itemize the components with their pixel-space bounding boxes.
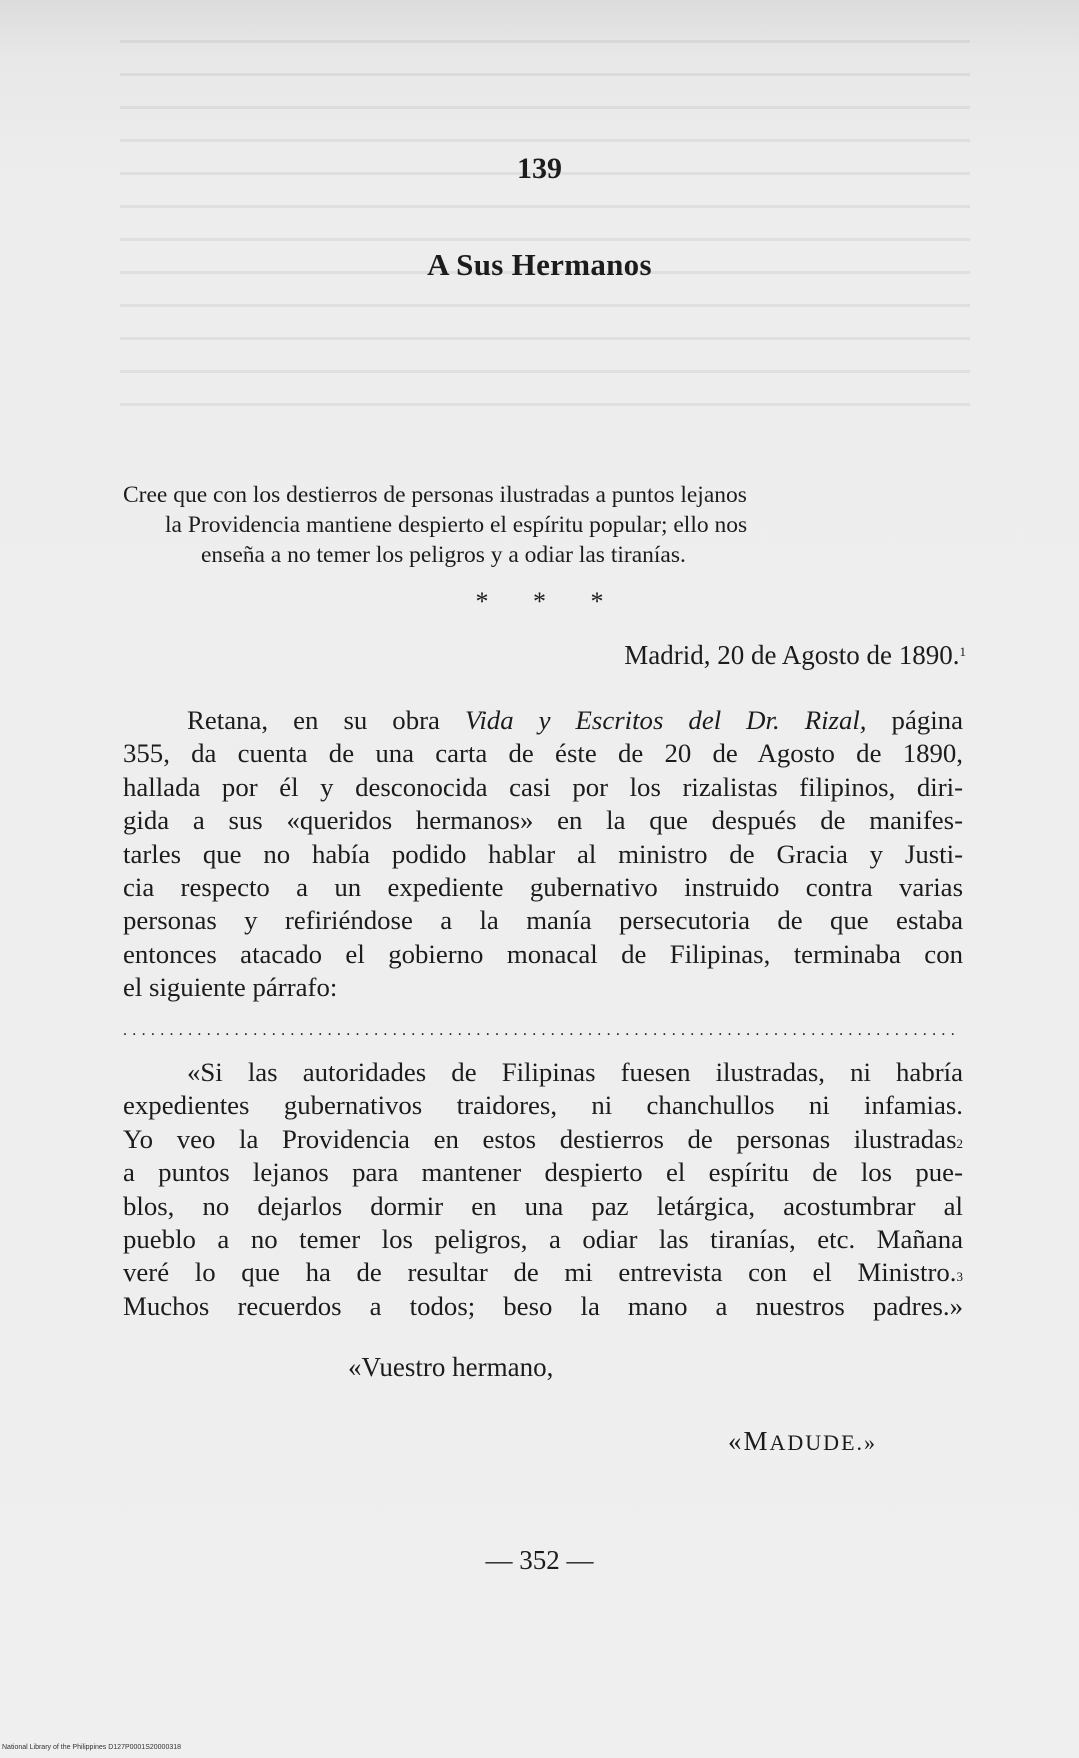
summary-line: la Providencia mantiene despierto el espíritu popular; ello nos xyxy=(165,512,748,538)
ellipsis-row: .......................................................................................... xyxy=(123,1022,960,1039)
intro-paragraph xyxy=(123,704,963,1005)
paragraph-line: 355, da cuenta de una carta de éste de 20 de Agosto de 1890, xyxy=(123,738,963,769)
signature-rest: ADUDE.» xyxy=(769,1430,878,1455)
dateline-text: Madrid, 20 de Agosto de 1890. xyxy=(624,640,960,670)
quote-text: Yo veo la Providencia en estos destierros de personas ilustradas xyxy=(123,1123,957,1154)
show-through-text xyxy=(120,20,970,420)
paragraph-line: gida a sus «queridos hermanos» en la que después de manifes- xyxy=(123,805,963,836)
quote-line: a puntos lejanos para mantener despierto el espíritu de los pue- xyxy=(123,1157,963,1188)
summary-line: enseña a no temer los peligros y a odiar las tiranías. xyxy=(201,542,686,568)
paragraph-line: tarles que no había podido hablar al ministro de Gracia y Justi- xyxy=(123,838,963,869)
quote-line: «Si las autoridades de Filipinas fuesen ilustradas, ni habría xyxy=(187,1057,963,1087)
paragraph-line: el siguiente párrafo: xyxy=(123,972,338,1003)
work-title: Vida y Escritos del Dr. Rizal, xyxy=(464,705,867,735)
footnote-mark: 1 xyxy=(959,644,966,659)
quote-line: Muchos recuerdos a todos; beso la mano a nuestros padres.» xyxy=(123,1290,963,1321)
quote-text: veré lo que ha de resultar de mi entrevista con el Ministro. xyxy=(123,1257,957,1288)
letter-title: A Sus Hermanos xyxy=(427,247,652,282)
quote-line: expedientes gubernativos traidores, ni chanchullos ni infamias. xyxy=(123,1090,963,1121)
signature xyxy=(728,1426,877,1457)
paragraph-line: hallada por él y desconocida casi por los rizalistas filipinos, diri- xyxy=(123,771,963,802)
letter-summary xyxy=(123,480,967,570)
quoted-paragraph xyxy=(123,1056,963,1323)
quote-line xyxy=(123,1256,963,1289)
signature-initial: M xyxy=(743,1426,770,1456)
lead-tail: página xyxy=(866,705,963,735)
signature-open: « xyxy=(728,1426,744,1456)
letter-number: 139 xyxy=(517,152,562,185)
paragraph-line: cia respecto a un expediente gubernativo instruido contra varias xyxy=(123,872,963,903)
scan-footer: National Library of the Philippines D127P0001S20000318 xyxy=(2,1744,182,1751)
lead-text: Retana, en su obra xyxy=(187,705,465,735)
quote-line: blos, no dejarlos dormir en una paz letárgica, acostumbrar al xyxy=(123,1190,963,1221)
closing-salutation: «Vuestro hermano, xyxy=(348,1352,554,1382)
paragraph-line xyxy=(123,704,963,737)
paragraph-line: entonces atacado el gobierno monacal de Filipinas, terminaba con xyxy=(123,938,963,969)
quote-line: pueblo a no temer los peligros, a odiar las tiranías, etc. Mañana xyxy=(123,1224,963,1255)
footnote-mark: 2 xyxy=(956,1135,963,1151)
summary-line: Cree que con los destierros de personas ilustradas a puntos lejanos xyxy=(123,482,747,508)
dateline xyxy=(624,640,966,671)
paragraph-line: personas y refiriéndose a la manía persecutoria de que estaba xyxy=(123,905,963,936)
quote-line xyxy=(123,1123,963,1156)
section-separator: * * * xyxy=(475,587,604,616)
footnote-mark: 3 xyxy=(956,1269,963,1285)
page-number: — 352 — xyxy=(485,1545,594,1575)
